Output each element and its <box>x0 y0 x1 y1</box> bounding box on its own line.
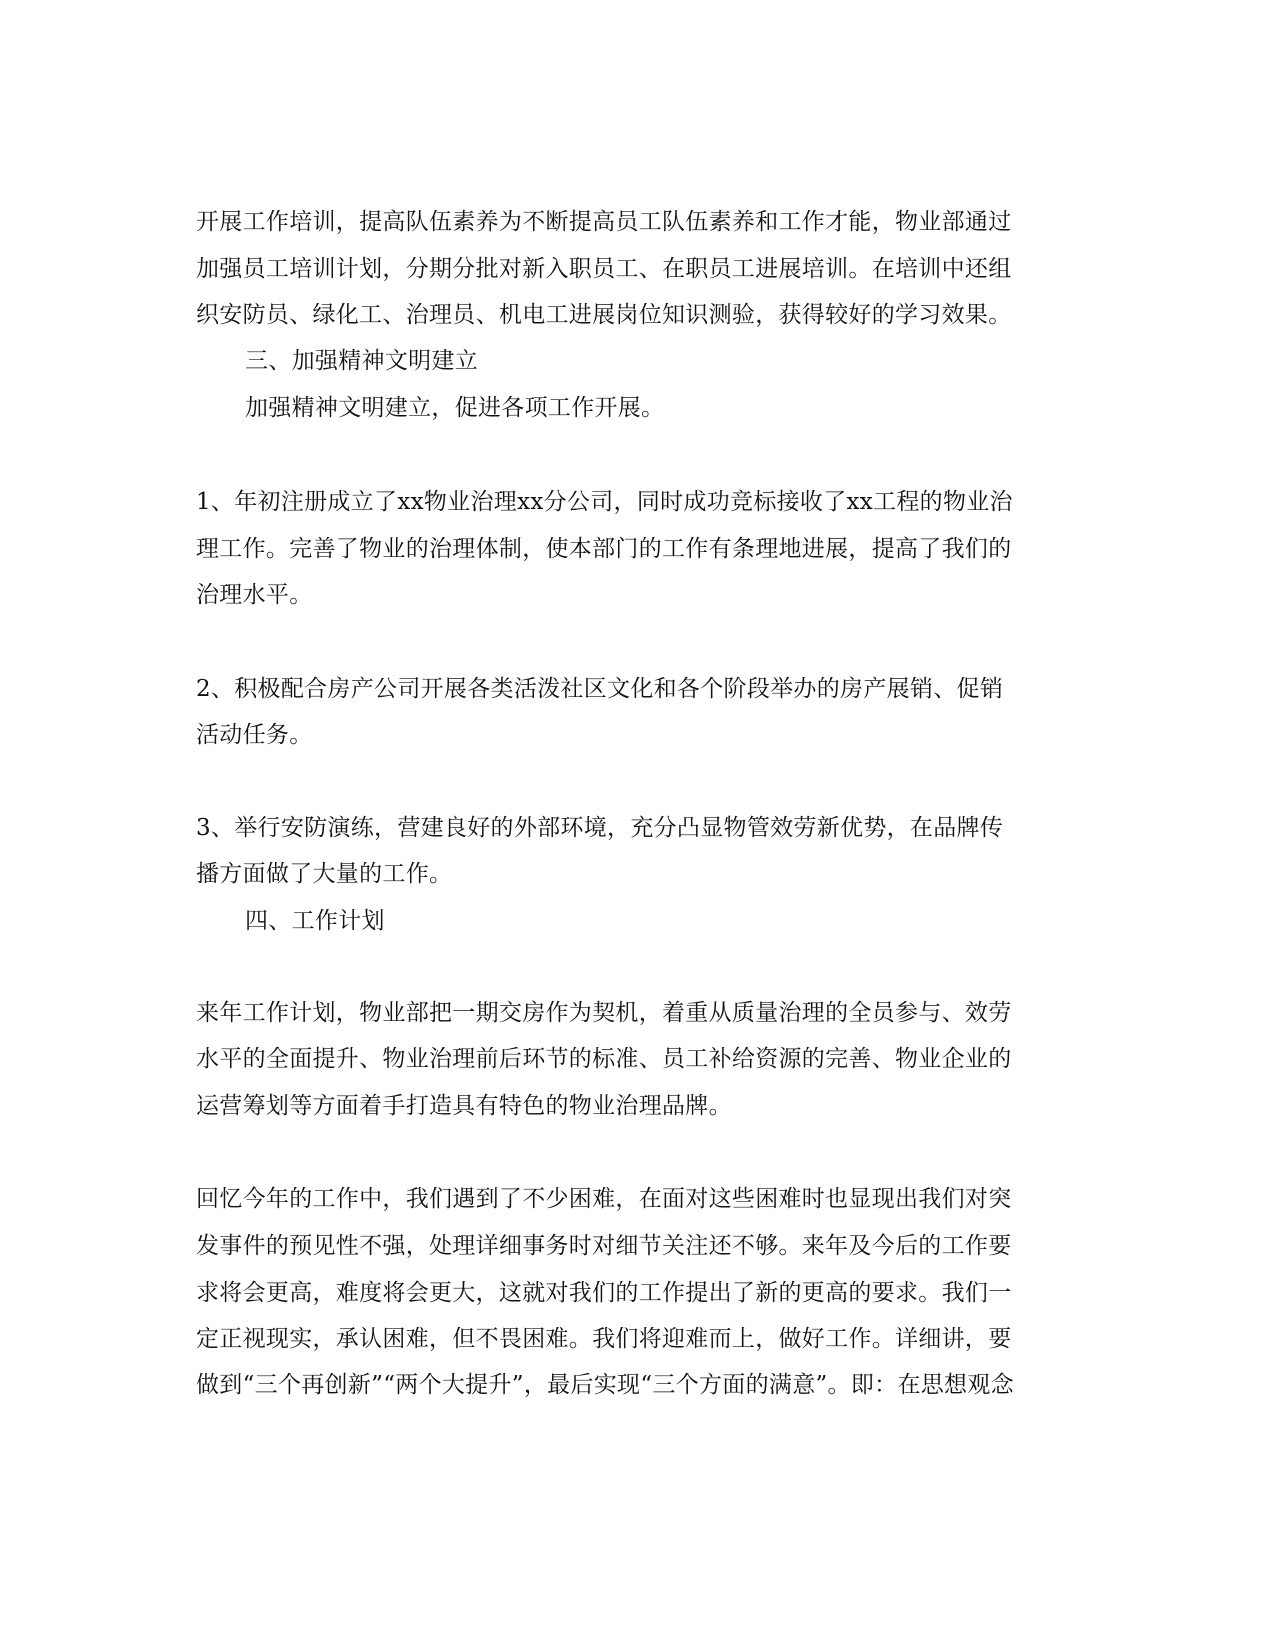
list-item-line: 活动任务。 <box>196 722 313 748</box>
list-item-line: 1、年初注册成立了xx物业治理xx分公司，同时成功竞标接收了xx工程的物业治 <box>196 489 1013 515</box>
paragraph-line: 做到“三个再创新”“两个大提升”，最后实现“三个方面的满意”。即：在思想观念 <box>196 1372 1014 1398</box>
paragraph-line: 织安防员、绿化工、治理员、机电工进展岗位知识测验，获得较好的学习效果。 <box>196 302 1012 328</box>
paragraph-line: 加强员工培训计划，分期分批对新入职员工、在职员工进展培训。在培训中还组 <box>196 256 1012 282</box>
paragraph-line: 开展工作培训，提高队伍素养为不断提高员工队伍素养和工作才能，物业部通过 <box>196 209 1012 235</box>
section-heading: 四、工作计划 <box>245 908 385 934</box>
list-item-line: 2、积极配合房产公司开展各类活泼社区文化和各个阶段举办的房产展销、促销 <box>196 676 1004 702</box>
list-item-line: 理工作。完善了物业的治理体制，使本部门的工作有条理地进展，提高了我们的 <box>196 536 1012 562</box>
paragraph-line: 回忆今年的工作中，我们遇到了不少困难，在面对这些困难时也显现出我们对突 <box>196 1186 1012 1212</box>
section-heading: 三、加强精神文明建立 <box>245 348 478 374</box>
paragraph-line: 来年工作计划，物业部把一期交房作为契机，着重从质量治理的全员参与、效劳 <box>196 1000 1012 1026</box>
list-item-line: 治理水平。 <box>196 582 313 608</box>
paragraph-line: 加强精神文明建立，促进各项工作开展。 <box>245 395 665 421</box>
list-item-line: 播方面做了大量的工作。 <box>196 861 453 887</box>
paragraph-line: 定正视现实，承认困难，但不畏困难。我们将迎难而上，做好工作。详细讲，要 <box>196 1326 1012 1352</box>
paragraph-line: 运营筹划等方面着手打造具有特色的物业治理品牌。 <box>196 1093 732 1119</box>
paragraph-line: 求将会更高，难度将会更大，这就对我们的工作提出了新的更高的要求。我们一 <box>196 1280 1012 1306</box>
paragraph-line: 水平的全面提升、物业治理前后环节的标准、员工补给资源的完善、物业企业的 <box>196 1046 1012 1072</box>
list-item-line: 3、举行安防演练，营建良好的外部环境，充分凸显物管效劳新优势，在品牌传 <box>196 815 1004 841</box>
paragraph-line: 发事件的预见性不强，处理详细事务时对细节关注还不够。来年及今后的工作要 <box>196 1233 1012 1259</box>
